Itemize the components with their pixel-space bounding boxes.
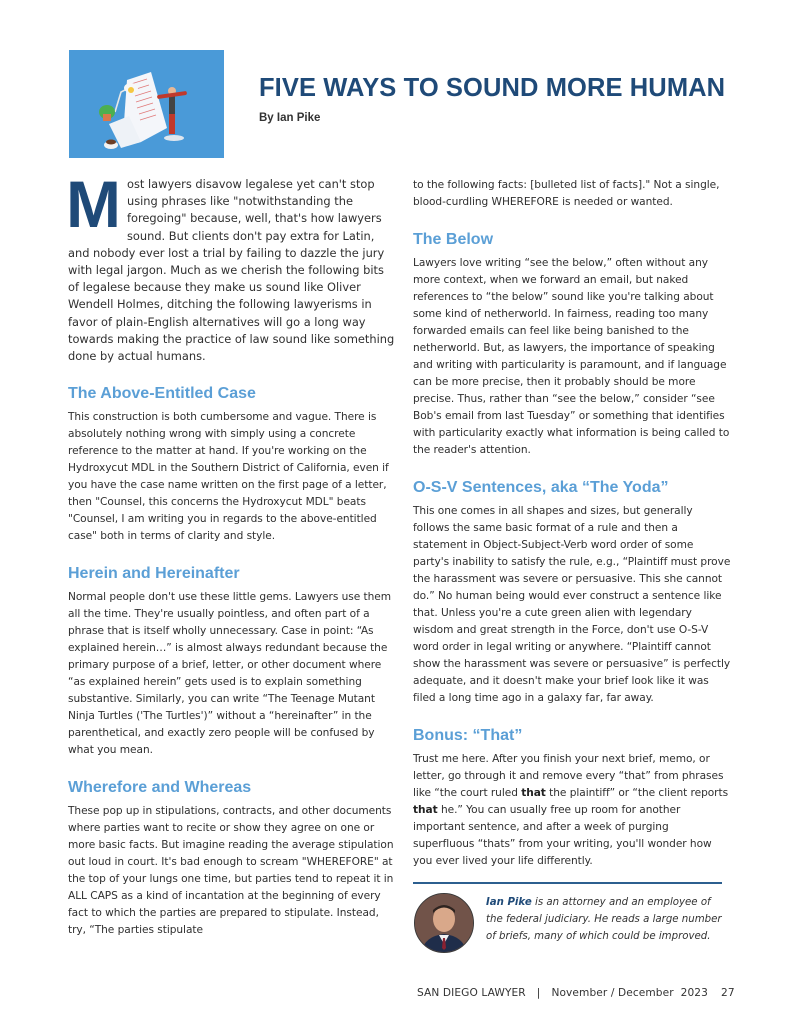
section-heading: Herein and Hereinafter	[68, 565, 240, 583]
section-body-continued: to the following facts: [bulleted list of facts]." Not a single, blood-curdling WHEREFORE is needed or wanted.	[413, 179, 720, 208]
left-column	[66, 167, 398, 939]
issue-date: November / December 2023	[551, 987, 708, 999]
intro-paragraph	[66, 167, 398, 365]
section-heading: Wherefore and Whereas	[68, 779, 252, 797]
bio-description: is an attorney and an employee of the federal judiciary. He reads a large number of briefs, many of which could be improved.	[486, 897, 722, 942]
section-body: This construction is both cumbersome and vague. There is absolutely nothing wrong with simply using a concrete reference to the matter at hand. If you're working on the Hydroxycut MDL in the Southern District of California, even if you have the case name written on the first page of a letter, then "Counsel, this concerns the Hydroxycut MDL" beats "Counsel, I am writing you in regards to the above-entitled case" both in terms of clarity and style.	[68, 411, 389, 543]
section-bonus-that	[413, 726, 731, 870]
section-heading: The Below	[413, 231, 494, 248]
drop-cap: M	[66, 167, 121, 241]
intro-text: ost lawyers disavow legalese yet can't stop using phrases like "notwithstanding the foregoing" because, well, that's how lawyers sound. But clients don't pay extra for Latin, and nobody ever lost a trial by failing to dazzle the jury with legal jargon. Much as we cherish the following bits of legalese because they make us sound like Oliver Wendell Holmes, ditching the following lawyerisms in favor of plain-English alternatives will go a long way towards making the practice of law sound like something done by actual humans.	[68, 177, 395, 364]
section-wherefore-whereas	[68, 778, 398, 939]
body-text: Trust me here. After you finish your next brief, memo, or letter, go through it and remove every “that” from phrases like “the court ruled	[413, 753, 724, 799]
section-body: These pop up in stipulations, contracts, and other documents where parties want to recite or show they agree on one or more basic facts. But imagine reading the average stipulation out loud in court. It's bad enough to scream "WHEREFORE" at the top of your lungs one time, but parties tend to repeat it in ALL CAPS as a kind of incantation at the beginning of every fact to which the parties are prepared to stipulate. Instead, try, “The parties stipulate	[68, 805, 394, 937]
publication-name: SAN DIEGO LAWYER	[417, 987, 526, 999]
bold-that: that	[413, 804, 438, 816]
section-above-entitled-case	[68, 384, 398, 545]
body-text: the plaintiff” or “the client reports	[545, 787, 729, 799]
section-osv-sentences	[413, 478, 731, 707]
section-the-below	[413, 230, 731, 459]
byline: By Ian Pike	[259, 112, 321, 124]
section-herein-hereinafter	[68, 564, 398, 759]
author-avatar	[414, 893, 474, 953]
page-footer	[417, 987, 735, 999]
footer-separator: |	[536, 987, 541, 999]
author-portrait-icon	[415, 894, 473, 952]
hero-illustration	[69, 50, 224, 158]
section-body: Lawyers love writing “see the below,” often without any more context, when we forward an email, but naked references to “the below” sound like you're talking about some kind of netherworld. In fairness, reading too many forwarded emails can feel like being banished to the netherworld. But, as lawyers, the importance of speaking and writing with particularity is paramount, and if language can be more precise, then it probably should be more precise. Thus, rather than “see the below,” consider “see Bob's email from last Tuesday” or something that identifies with particularity exactly what information is being called to the reader's attention.	[413, 257, 730, 456]
section-heading: The Above-Entitled Case	[68, 385, 256, 403]
bio-divider	[413, 882, 722, 884]
section-heading: O-S-V Sentences, aka “The Yoda”	[413, 479, 669, 496]
page-number: 27	[720, 987, 735, 999]
author-bio	[414, 893, 724, 957]
writing-scroll-illustration-icon	[69, 50, 224, 158]
right-column	[413, 177, 731, 870]
section-body: Normal people don't use these little gems. Lawyers use them all the time. They're usually pointless, and often part of a phrase that is itself wholly unnecessary. Case in point: “As explained herein…” is almost always redundant because the primary purpose of a brief, letter, or other document where “as explained herein” gets used is to explain something substantive. Similarly, you can write “The Teenage Mutant Ninja Turtles ('The Turtles')” without a “hereinafter” in the parenthetical, and exactly zero people will be confused by what you mean.	[68, 591, 392, 757]
bio-author-name: Ian Pike	[486, 897, 532, 908]
section-heading: Bonus: “That”	[413, 727, 523, 744]
section-body	[413, 751, 731, 870]
section-body: This one comes in all shapes and sizes, but generally follows the same basic format of a rule and then a statement in Object-Subject-Verb word order of some party's inability to satisfy the rule, e.g., “Plaintiff must prove the harassment was severe or persuasive. This she cannot do.” No human being would ever construct a sentence like that. Unless you're a cute green alien with legendary wisdom and great strength in the Force, don't use O-S-V word order in legal writing or anywhere. “Plaintiff cannot show the harassment was severe or persuasive” is perfectly adequate, and it doesn't make your brief look like it was filed a long time ago in a galaxy far, far away.	[413, 505, 731, 704]
bio-text	[486, 894, 726, 945]
body-text: he.” You can usually free up room for another important sentence, and after a week of purging superfluous “thats” from your writing, you'll wonder how you ever lived your life differently.	[413, 804, 712, 867]
bold-that: that	[521, 787, 546, 799]
article-title: FIVE WAYS TO SOUND MORE HUMAN	[259, 74, 726, 102]
